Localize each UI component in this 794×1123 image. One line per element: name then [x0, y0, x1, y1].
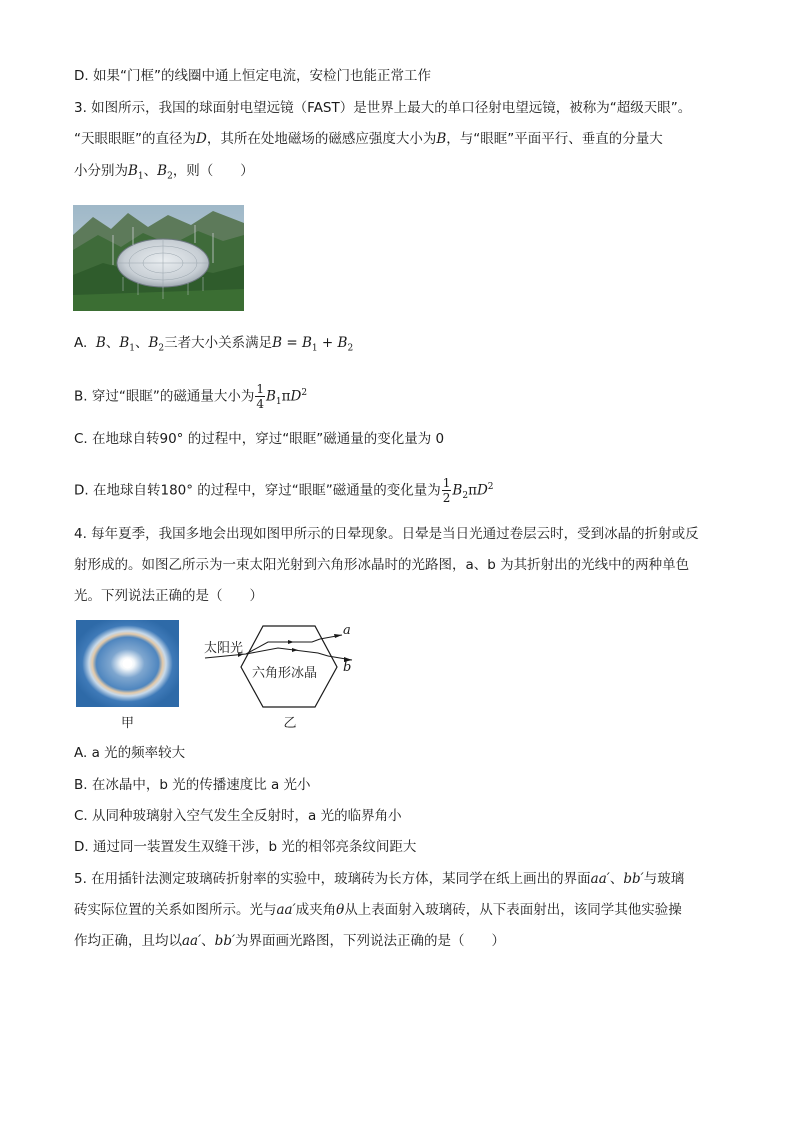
- ice-crystal-diagram: [200, 620, 365, 710]
- caption-jia: 甲: [120, 716, 134, 731]
- fraction-one-half: $\frac{1}{2}$: [442, 476, 451, 505]
- sunlight-label: 太阳光: [204, 641, 244, 656]
- q3-stem-line2: “天眼眼眶”的直径为D，其所在处地磁场的磁感应强度大小为B，与“眼眶”平面平行、垂直的分量大: [74, 131, 663, 147]
- q4-stem-line3: 光。下列说法正确的是（ ）: [74, 588, 263, 604]
- ray-a-label: a: [343, 623, 351, 638]
- q3-option-c: C. 在地球自转90° 的过程中，穿过“眼眶”磁通量的变化量为 0: [74, 431, 445, 447]
- fast-telescope-photo: [73, 205, 244, 311]
- q3-option-b: B. 穿过“眼眶”的磁通量大小为 $\frac{1}{4}$ $B_1\pi D^2$: [74, 382, 308, 411]
- sun-halo-photo: [76, 620, 179, 707]
- fraction-one-quarter: $\frac{1}{4}$: [256, 382, 264, 411]
- caption-yi: 乙: [283, 716, 297, 731]
- q3-stem-line1: 3. 如图所示，我国的球面射电望远镜（FAST）是世界上最大的单口径射电望远镜，被称为“超级天眼”。: [74, 100, 692, 116]
- q4-option-d: D. 通过同一装置发生双缝干涉，b 光的相邻亮条纹间距大: [74, 839, 417, 855]
- q3-stem-line3: 小分别为$B_1$、$B_2$，则（ ）: [74, 163, 254, 182]
- q4-stem-line2: 射形成的。如图乙所示为一束太阳光射到六角形冰晶时的光路图，a、b 为其折射出的光线中的两种单色: [74, 557, 690, 573]
- q2-option-d: D. 如果“门框”的线圈中通上恒定电流，安检门也能正常工作: [74, 68, 431, 84]
- crystal-label: 六角形冰晶: [252, 666, 318, 681]
- q5-stem-line1: 5. 在用插针法测定玻璃砖折射率的实验中，玻璃砖为长方体，某同学在纸上画出的界面aa′、bb′与玻璃: [74, 871, 685, 887]
- ray-b-label: b: [343, 660, 352, 675]
- q5-stem-line2: 砖实际位置的关系如图所示。光与aa′成夹角θ从上表面射入玻璃砖，从下表面射出，该同学其他实验操: [74, 902, 682, 918]
- q3-option-a: A. B、$B_1$、$B_2$三者大小关系满足$B = B_1 + B_2$: [74, 335, 354, 354]
- q4-option-c: C. 从同种玻璃射入空气发生全反射时，a 光的临界角小: [74, 808, 402, 824]
- q4-option-b: B. 在冰晶中，b 光的传播速度比 a 光小: [74, 777, 311, 793]
- q3-option-d: D. 在地球自转180° 的过程中，穿过“眼眶”磁通量的变化量为 $\frac{1}{2}$ $B_2\pi D^2$: [74, 476, 494, 505]
- q4-option-a: A. a 光的频率较大: [74, 745, 186, 761]
- q5-stem-line3: 作均正确，且均以aa′、bb′为界面画光路图，下列说法正确的是（ ）: [74, 933, 506, 949]
- q4-stem-line1: 4. 每年夏季，我国多地会出现如图甲所示的日晕现象。日晕是当日光通过卷层云时，受到冰晶的折射或反: [74, 526, 699, 542]
